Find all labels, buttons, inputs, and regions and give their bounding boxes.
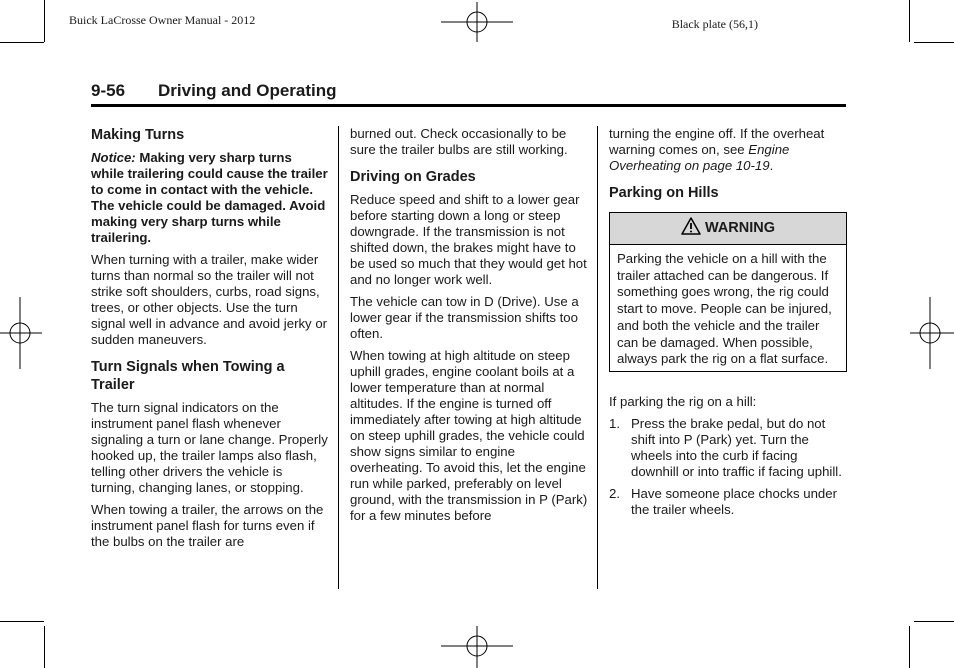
continued-paragraph: turning the engine off. If the overheat warning comes on, see Engine Overheating on page 10-19. — [609, 126, 825, 173]
list-item: 2. Have someone place chocks under the trailer wheels. — [609, 485, 837, 517]
making-turns-heading: Making Turns — [91, 127, 185, 143]
notice-label: Notice: — [91, 150, 136, 165]
crosshair-registration-icon — [910, 297, 954, 369]
turning-paragraph: When turning with a trailer, make wider turns than normal so the trailer will not strike soft shoulders, curbs, road signs, trees, or other objects. Use the turn signal well in advance and avoid jerky or sudden maneuvers. — [91, 252, 328, 347]
crosshair-registration-icon — [441, 626, 513, 668]
crosshair-registration-icon — [441, 2, 513, 42]
driving-on-grades-heading: Driving on Grades — [350, 169, 476, 185]
section-title: Driving and Operating — [158, 81, 337, 100]
hill-steps-list — [609, 416, 847, 518]
notice-paragraph — [91, 150, 328, 246]
list-item: 1. Press the brake pedal, but do not shift into P (Park) yet. Turn the wheels into the curb if facing downhill or into traffic if facing uphill. — [609, 415, 842, 479]
notice-text: Making very sharp turns while trailering could cause the trailer to come in contact with the vehicle. The vehicle could be damaged. Avoid making very sharp turns while trailering. — [91, 150, 328, 245]
cross-reference-link[interactable]: Engine Overheating on page 10-19 — [609, 142, 790, 173]
crop-mark — [44, 626, 45, 668]
warning-label: WARNING — [704, 220, 776, 236]
column-3 — [609, 126, 847, 524]
grades-paragraph-3: When towing at high altitude on steep uphill grades, engine coolant boils at a lower temperature than at normal altitudes. If the engine is turned off immediately after towing at high altitude on steep uphill grades, the vehicle could show signs similar to engine overheating. To avoid this, let the engine run while parked, preferably on level ground, with the transmission in P (Park) for a few minutes before — [350, 348, 588, 523]
crop-mark — [909, 626, 910, 668]
column-2 — [350, 126, 590, 530]
grades-paragraph-1: Reduce speed and shift to a lower gear before starting down a long or steep downgrade. If the transmission is not shifted down, the brakes might have to be used so much that they would get hot and no longer work well. — [350, 192, 587, 287]
crop-mark — [0, 621, 44, 622]
crop-mark — [0, 42, 44, 43]
hill-intro: If parking the rig on a hill: — [609, 393, 757, 409]
crosshair-registration-icon — [0, 297, 42, 369]
warning-header — [610, 213, 846, 245]
parking-on-hills-heading: Parking on Hills — [609, 185, 719, 201]
column-divider — [338, 126, 339, 589]
print-header-left: Buick LaCrosse Owner Manual - 2012 — [69, 13, 256, 27]
column-1 — [91, 126, 328, 556]
column-divider — [597, 126, 598, 589]
continued-paragraph: burned out. Check occasionally to be sure the trailer bulbs are still working. — [350, 126, 568, 157]
page-number: 9-56 — [91, 81, 126, 100]
print-header-right: Black plate (56,1) — [671, 17, 758, 31]
warning-triangle-icon — [681, 217, 701, 235]
signals-paragraph-1: The turn signal indicators on the instrument panel flash whenever signaling a turn or lane change. Properly hooked up, the trailer lamps also flash, telling other drivers the vehicle is turning, changing lanes, or stopping. — [91, 400, 328, 495]
continued-text: turning the engine off. If the overheat warning comes on, see — [609, 126, 825, 157]
section-header — [91, 80, 846, 107]
warning-text: Parking the vehicle on a hill with the trailer attached can be dangerous. If something goes wrong, the rig could start to move. People can be injured, and both the vehicle and the trailer can be damaged. When possible, always park the rig on a flat surface. — [617, 251, 832, 367]
crop-mark — [914, 42, 954, 43]
crop-mark — [914, 621, 954, 622]
crop-mark — [44, 0, 45, 42]
warning-box — [609, 212, 847, 372]
crop-mark — [909, 0, 910, 42]
turn-signals-heading: Turn Signals when Towing a Trailer — [91, 359, 285, 393]
signals-paragraph-2: When towing a trailer, the arrows on the instrument panel flash for turns even if the bulbs on the trailer are — [91, 502, 324, 549]
grades-paragraph-2: The vehicle can tow in D (Drive). Use a lower gear if the transmission shifts too often. — [350, 294, 579, 341]
